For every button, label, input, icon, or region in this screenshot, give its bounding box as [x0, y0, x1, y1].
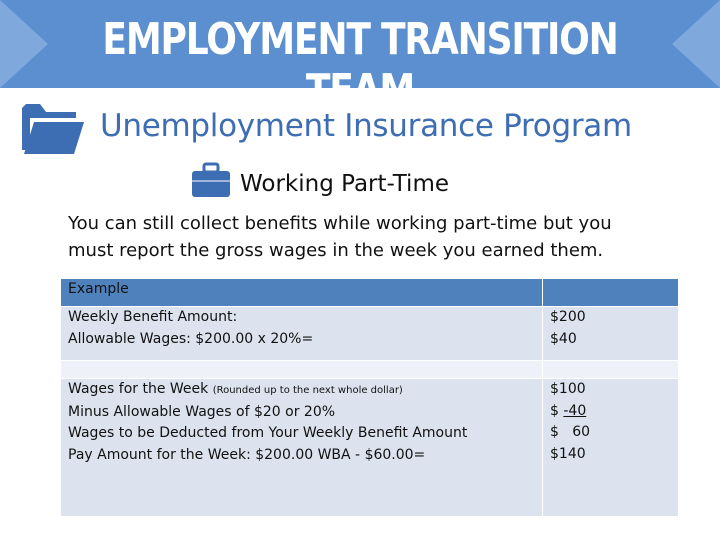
briefcase-icon [191, 162, 231, 198]
minus-allowable-prefix: $ [550, 402, 564, 419]
banner-title: EMPLOYMENT TRANSITION TEAM [102, 14, 618, 116]
minus-allowable-label: Minus Allowable Wages of $20 or 20% [68, 403, 336, 420]
pay-amount-label: Pay Amount for the Week: $200.00 WBA - $60.00= [68, 446, 426, 463]
pay-amount-value: $140 [550, 445, 586, 462]
spacer-cell [61, 361, 543, 379]
wages-deducted-value: $ 60 [550, 424, 591, 440]
weekly-benefit-label: Weekly Benefit Amount: [68, 309, 238, 325]
wages-for-week-label [68, 379, 535, 402]
example-table [60, 278, 679, 517]
wages-for-week-main: Wages for the Week [68, 381, 213, 397]
row2-labels [61, 379, 543, 517]
allowable-wages-value: $40 [550, 330, 577, 347]
row2-values [543, 379, 679, 517]
wages-for-week-value: $100 [550, 381, 586, 397]
table-header-empty [543, 279, 679, 307]
minus-allowable-value [550, 401, 671, 423]
banner-left-chevron [0, 0, 48, 88]
table-row [61, 379, 679, 517]
table-row [61, 307, 679, 361]
intro-line-2: must report the gross wages in the week you earned them. [68, 240, 604, 261]
spacer-cell [543, 361, 679, 379]
title-banner [0, 0, 720, 116]
section-heading: Working Part-Time [240, 171, 449, 197]
minus-allowable-number: -40 [563, 402, 587, 419]
rounding-note: (Rounded up to the next whole dollar) [212, 385, 403, 396]
table-spacer-row [61, 361, 679, 379]
banner-right-chevron [672, 0, 720, 88]
row1-labels [61, 307, 543, 361]
allowable-wages-label: Allowable Wages: $200.00 x 20%= [68, 330, 314, 347]
row1-values [543, 307, 679, 361]
table-header-label: Example [61, 279, 543, 307]
folder-icon [18, 98, 86, 156]
program-subtitle: Unemployment Insurance Program [100, 108, 632, 144]
table-header-row [61, 279, 679, 307]
wages-deducted-label: Wages to be Deducted from Your Weekly Benefit Amount [68, 425, 468, 441]
intro-line-1: You can still collect benefits while working part-time but you [68, 213, 612, 234]
weekly-benefit-value: $200 [550, 309, 586, 325]
intro-paragraph [68, 210, 708, 264]
